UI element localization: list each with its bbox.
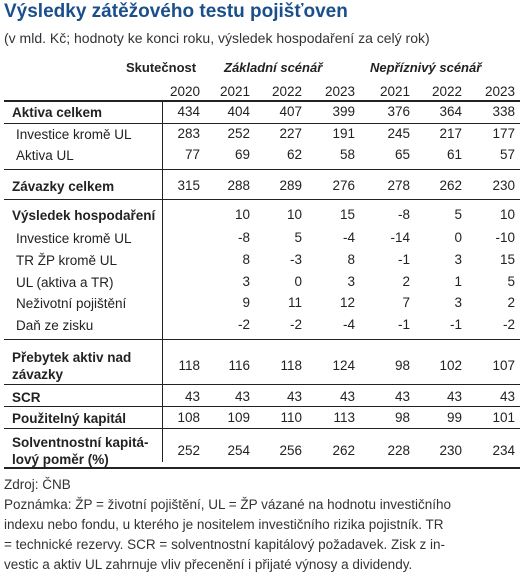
table-cell: 3: [242, 274, 250, 289]
table-cell: 118: [178, 358, 200, 373]
table-cell: 57: [499, 147, 515, 162]
row-label: Přebytek aktiv nad závazky: [12, 350, 132, 382]
table-cell: 43: [394, 389, 410, 404]
year-header: 2021: [219, 84, 250, 99]
row-rule: [4, 199, 520, 200]
table-cell: 43: [184, 389, 200, 404]
table-cell: 109: [227, 410, 250, 425]
table-cell: 364: [439, 104, 462, 119]
table-cell: 98: [394, 358, 410, 373]
table-cell: -2: [502, 317, 515, 332]
table-cell: 278: [387, 178, 410, 193]
table-cell: 5: [294, 230, 302, 245]
table-cell: 108: [177, 410, 200, 425]
table-cell: 116: [228, 358, 250, 373]
table-cell: 289: [279, 178, 302, 193]
table-cell: 7: [402, 295, 410, 310]
table-cell: -10: [495, 230, 515, 245]
table-cell: -1: [397, 252, 410, 267]
table-cell: -4: [342, 230, 355, 245]
note-line: indexu nebo fondu, u kterého je nositelem investičního rizika pojistník. TR: [4, 517, 444, 532]
table-cell: 107: [492, 358, 515, 373]
row-rule: [4, 169, 520, 170]
table-cell: 10: [286, 207, 302, 222]
table-cell: 43: [446, 389, 462, 404]
table-cell: -4: [342, 317, 355, 332]
table-cell: 252: [177, 443, 200, 458]
source-line: Zdroj: ČNB: [4, 477, 71, 492]
table-cell: 191: [332, 126, 355, 141]
table-cell: 101: [492, 410, 515, 425]
table-cell: 404: [227, 104, 250, 119]
table-cell: 11: [287, 295, 302, 310]
table-cell: 110: [280, 410, 302, 425]
table-cell: 217: [439, 126, 462, 141]
table-cell: 61: [446, 147, 462, 162]
header-baseline-scenario: Základní scénář: [224, 60, 323, 75]
table-cell: 43: [339, 389, 355, 404]
table-cell: 43: [234, 389, 250, 404]
table-cell: 256: [279, 443, 302, 458]
note-line: = technické rezervy. SCR = solventnostní kapitálový požadavek. Zisk z in-: [4, 537, 445, 552]
table-cell: 77: [184, 147, 200, 162]
table-cell: 376: [387, 104, 410, 119]
row-label: Aktiva UL: [16, 148, 74, 163]
row-rule: [4, 384, 520, 385]
row-label: TR ŽP kromě UL: [16, 253, 118, 268]
row-label: Daň ze zisku: [16, 318, 94, 333]
table-cell: -8: [237, 230, 250, 245]
table-cell: 9: [242, 295, 250, 310]
table-cell: 8: [347, 252, 355, 267]
table-cell: 288: [227, 178, 250, 193]
table-cell: 315: [177, 178, 200, 193]
table-cell: 10: [234, 207, 250, 222]
table-cell: 230: [439, 443, 462, 458]
table-cell: 102: [439, 358, 462, 373]
table-cell: 399: [332, 104, 355, 119]
table-cell: 3: [347, 274, 355, 289]
table-cell: -1: [397, 317, 410, 332]
row-label: Investice kromě UL: [16, 127, 132, 142]
table-cell: 177: [492, 126, 515, 141]
table-cell: -2: [289, 317, 302, 332]
table-cell: 234: [492, 443, 515, 458]
table-cell: 98: [394, 410, 410, 425]
table-cell: 0: [454, 230, 462, 245]
table-cell: 283: [177, 126, 200, 141]
row-label: Výsledek hospodaření: [12, 208, 156, 223]
table-cell: 407: [279, 104, 302, 119]
row-label: Neživotní pojištění: [16, 296, 127, 311]
table-cell: 8: [242, 252, 250, 267]
header-rule: [4, 100, 520, 102]
table-cell: 276: [332, 178, 355, 193]
table-cell: 230: [492, 178, 515, 193]
row-label: Investice kromě UL: [16, 231, 132, 246]
row-label: Solventnostní kapitá- lový poměr (%): [12, 435, 149, 467]
table-cell: 1: [454, 274, 462, 289]
year-header: 2021: [379, 84, 410, 99]
row-rule: [4, 428, 520, 429]
table-cell: -8: [397, 207, 410, 222]
table-cell: 43: [499, 389, 515, 404]
table-cell: 124: [332, 358, 355, 373]
table-cell: 12: [339, 295, 355, 310]
table-title: Výsledky zátěžového testu pojišťoven: [4, 1, 348, 22]
table-cell: 5: [454, 207, 462, 222]
table-cell: 2: [507, 295, 515, 310]
table-cell: 62: [286, 147, 302, 162]
table-cell: -1: [449, 317, 462, 332]
header-adverse-scenario: Nepříznivý scénář: [370, 60, 482, 75]
table-cell: 15: [339, 207, 355, 222]
row-label: UL (aktiva a TR): [16, 275, 114, 290]
row-label: Použitelný kapitál: [12, 411, 127, 426]
year-header: 2022: [271, 84, 302, 99]
year-header: 2023: [484, 84, 515, 99]
table-cell: 113: [333, 410, 355, 425]
year-header: 2020: [169, 84, 200, 99]
table-cell: 3: [454, 252, 462, 267]
table-cell: 99: [446, 410, 462, 425]
table-cell: 43: [286, 389, 302, 404]
row-rule: [4, 123, 520, 124]
table-cell: 252: [227, 126, 250, 141]
note-line: vestic a aktiv UL zahrnuje vliv přecenění i přijaté výnosy a dividendy.: [4, 557, 413, 572]
table-cell: -3: [289, 252, 302, 267]
table-cell: 338: [492, 104, 515, 119]
year-header: 2022: [431, 84, 462, 99]
table-cell: 262: [332, 443, 355, 458]
table-cell: 228: [387, 443, 410, 458]
table-cell: 227: [279, 126, 302, 141]
table-cell: 245: [387, 126, 410, 141]
table-cell: -14: [390, 230, 410, 245]
row-label: SCR: [12, 390, 41, 405]
table-cell: 0: [294, 274, 302, 289]
row-rule: [4, 406, 520, 407]
table-cell: 10: [499, 207, 515, 222]
row-rule: [4, 339, 520, 340]
table-cell: 434: [177, 104, 200, 119]
table-cell: 3: [454, 295, 462, 310]
table-subtitle: (v mld. Kč; hodnoty ke konci roku, výsledek hospodaření za celý rok): [4, 30, 430, 46]
table-cell: 5: [507, 274, 515, 289]
row-label: Závazky celkem: [12, 179, 115, 194]
table-cell: -2: [237, 317, 250, 332]
table-cell: 2: [402, 274, 410, 289]
table-cell: 118: [280, 358, 302, 373]
table-cell: 65: [394, 147, 410, 162]
table-cell: 254: [227, 443, 250, 458]
note-line: Poznámka: ŽP = životní pojištění, UL = ŽP vázané na hodnotu investičního: [4, 497, 452, 512]
header-actual: Skutečnost: [126, 60, 197, 75]
table-cell: 262: [439, 178, 462, 193]
year-header: 2023: [324, 84, 355, 99]
row-label: Aktiva celkem: [12, 105, 103, 120]
table-cell: 69: [234, 147, 250, 162]
table-cell: 58: [339, 147, 355, 162]
table-cell: 15: [499, 252, 515, 267]
